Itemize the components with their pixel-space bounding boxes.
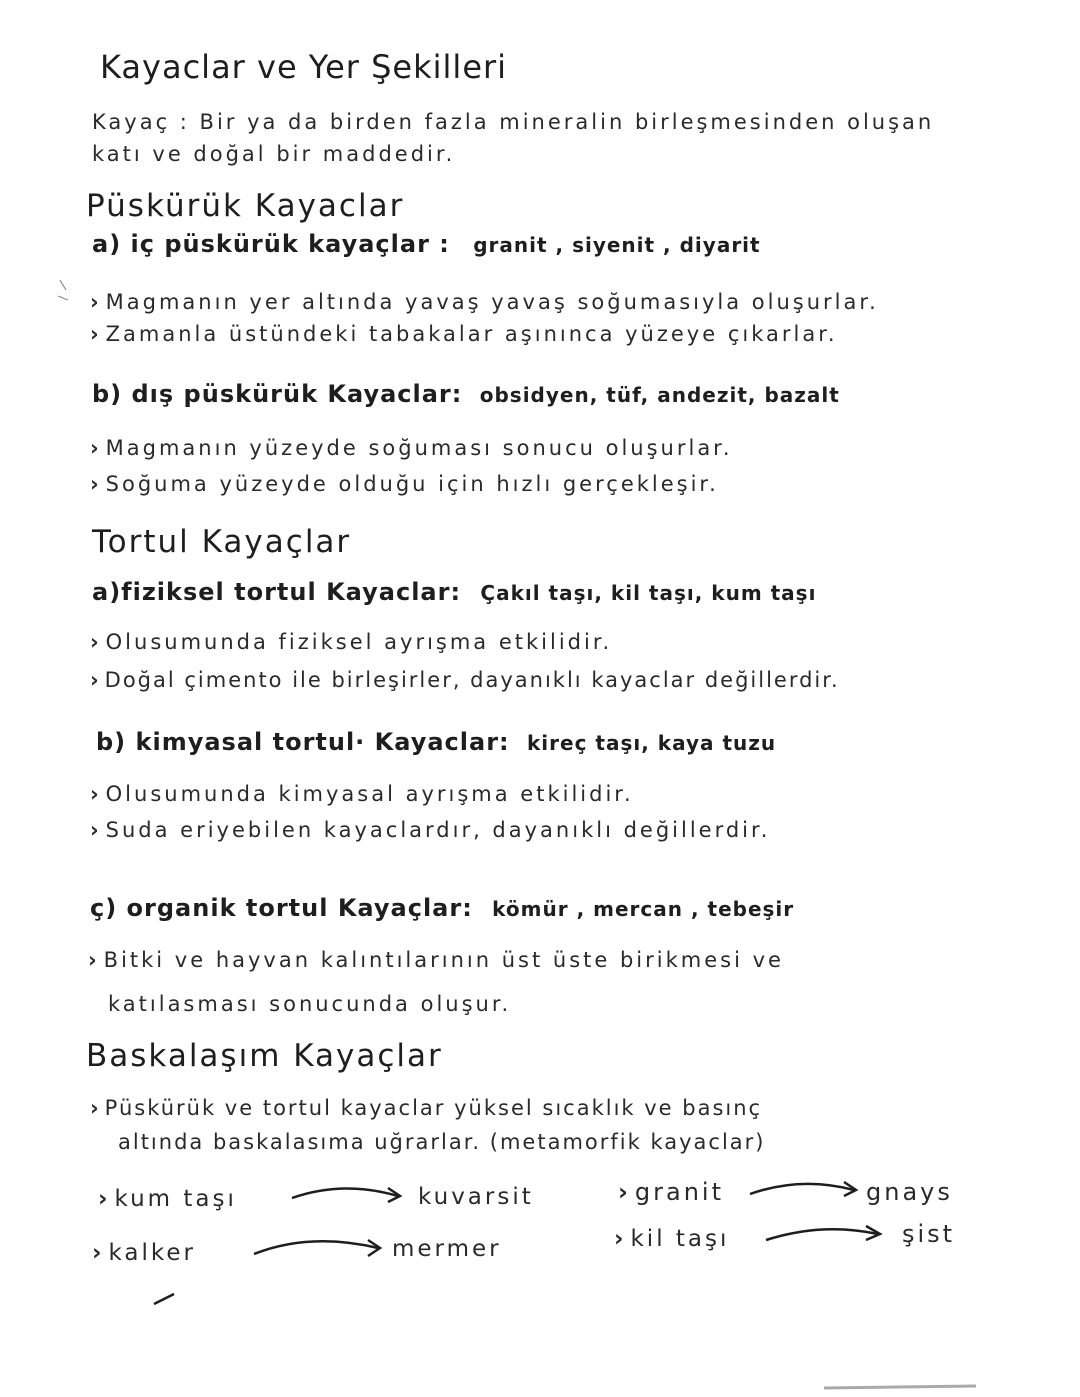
bullet-item: › Olusumunda kimyasal ayrışma etkilidir. xyxy=(90,782,634,806)
subheading-dis-puskuruk: b) dış püskürük Kayaclar: obsidyen, tüf, andezit, bazalt xyxy=(92,380,840,408)
transform-to-gnays: gnays xyxy=(866,1178,953,1206)
transform-arrow-icon xyxy=(746,1174,866,1204)
transform-from-granit: › granit xyxy=(618,1178,724,1206)
transform-arrow-icon xyxy=(762,1218,888,1248)
bullet-arrow-icon: › xyxy=(88,948,100,972)
subheading-ic-puskuruk: a) iç püskürük kayaçlar : granit , siyenit , diyarit xyxy=(92,230,761,258)
scan-edge-mark xyxy=(820,1380,980,1392)
bullet-item: › Olusumunda fiziksel ayrışma etkilidir. xyxy=(90,630,613,654)
subheading-organik-tortul: ç) organik tortul Kayaçlar: kömür , mercan , tebeşir xyxy=(90,894,795,922)
bullet-arrow-icon: › xyxy=(90,436,102,460)
bullet-item: › Doğal çimento ile birleşirler, dayanıklı kayaclar değillerdir. xyxy=(90,668,840,692)
bullet-arrow-icon: › xyxy=(90,782,102,806)
margin-mark xyxy=(54,276,74,306)
bullet-arrow-icon: › xyxy=(90,1096,101,1120)
section-heading-puskuruk: Püskürük Kayaclar xyxy=(86,188,405,224)
examples-fiziksel-tortul: Çakıl taşı, kil taşı, kum taşı xyxy=(480,581,817,605)
bullet-arrow-icon: › xyxy=(90,818,102,842)
bullet-arrow-icon: › xyxy=(90,322,102,346)
transform-from-kalker: › kalker xyxy=(92,1240,196,1266)
subheading-kimyasal-tortul: b) kimyasal tortul· Kayaclar: kireç taşı, kaya tuzu xyxy=(96,728,777,756)
transform-from-kil-tasi: › kil taşı xyxy=(614,1226,730,1252)
bullet-item: › Magmanın yer altında yavaş yavaş soğumasıyla oluşurlar. xyxy=(90,290,879,314)
bullet-arrow-icon: › xyxy=(90,630,102,654)
bullet-arrow-icon: › xyxy=(90,668,101,692)
transform-to-kuvarsit: kuvarsit xyxy=(418,1184,534,1210)
transform-from-kum-tasi: › kum taşı xyxy=(98,1186,237,1212)
bullet-item: › Suda eriyebilen kayaclardır, dayanıklı değillerdir. xyxy=(90,818,771,842)
pen-stroke-mark xyxy=(150,1290,180,1310)
bullet-item: › Zamanla üstündeki tabakalar aşınınca yüzeye çıkarlar. xyxy=(90,322,838,346)
bullet-arrow-icon: › xyxy=(92,1240,105,1266)
baskalasim-line-2: altında baskalasıma uğrarlar. (metamorfik kayaclar) xyxy=(118,1130,766,1154)
bullet-item: › Soğuma yüzeyde olduğu için hızlı gerçekleşir. xyxy=(90,472,719,496)
bullet-arrow-icon: › xyxy=(98,1186,111,1212)
examples-kimyasal-tortul: kireç taşı, kaya tuzu xyxy=(527,731,777,755)
section-heading-baskalasim: Baskalaşım Kayaçlar xyxy=(86,1038,443,1074)
transform-to-sist: şist xyxy=(902,1220,956,1248)
bullet-arrow-icon: › xyxy=(90,290,102,314)
section-heading-tortul: Tortul Kayaçlar xyxy=(92,524,352,560)
transform-to-mermer: mermer xyxy=(392,1236,502,1262)
transform-arrow-icon xyxy=(288,1178,408,1208)
bullet-item: › Magmanın yüzeyde soğuması sonucu oluşurlar. xyxy=(90,436,733,460)
bullet-arrow-icon: › xyxy=(90,472,102,496)
examples-ic-puskuruk: granit , siyenit , diyarit xyxy=(473,233,761,257)
transform-arrow-icon xyxy=(250,1228,390,1262)
organik-line-2: katılasması sonucunda oluşur. xyxy=(108,992,512,1016)
bullet-arrow-icon: › xyxy=(614,1226,627,1252)
examples-organik-tortul: kömür , mercan , tebeşir xyxy=(492,897,795,921)
definition-line-2: katı ve doğal bir maddedir. xyxy=(92,142,456,166)
examples-dis-puskuruk: obsidyen, tüf, andezit, bazalt xyxy=(479,383,840,407)
bullet-item: › Püskürük ve tortul kayaclar yüksel sıcaklık ve basınç xyxy=(90,1096,763,1120)
bullet-item: › Bitki ve hayvan kalıntılarının üst üste birikmesi ve xyxy=(88,948,784,972)
page-title: Kayaclar ve Yer Şekilleri xyxy=(100,48,508,86)
subheading-fiziksel-tortul: a)fiziksel tortul Kayaclar: Çakıl taşı, kil taşı, kum taşı xyxy=(92,578,817,606)
bullet-arrow-icon: › xyxy=(618,1178,631,1206)
definition-line-1: Kayaç : Bir ya da birden fazla mineralin birleşmesinden oluşan xyxy=(92,110,935,134)
